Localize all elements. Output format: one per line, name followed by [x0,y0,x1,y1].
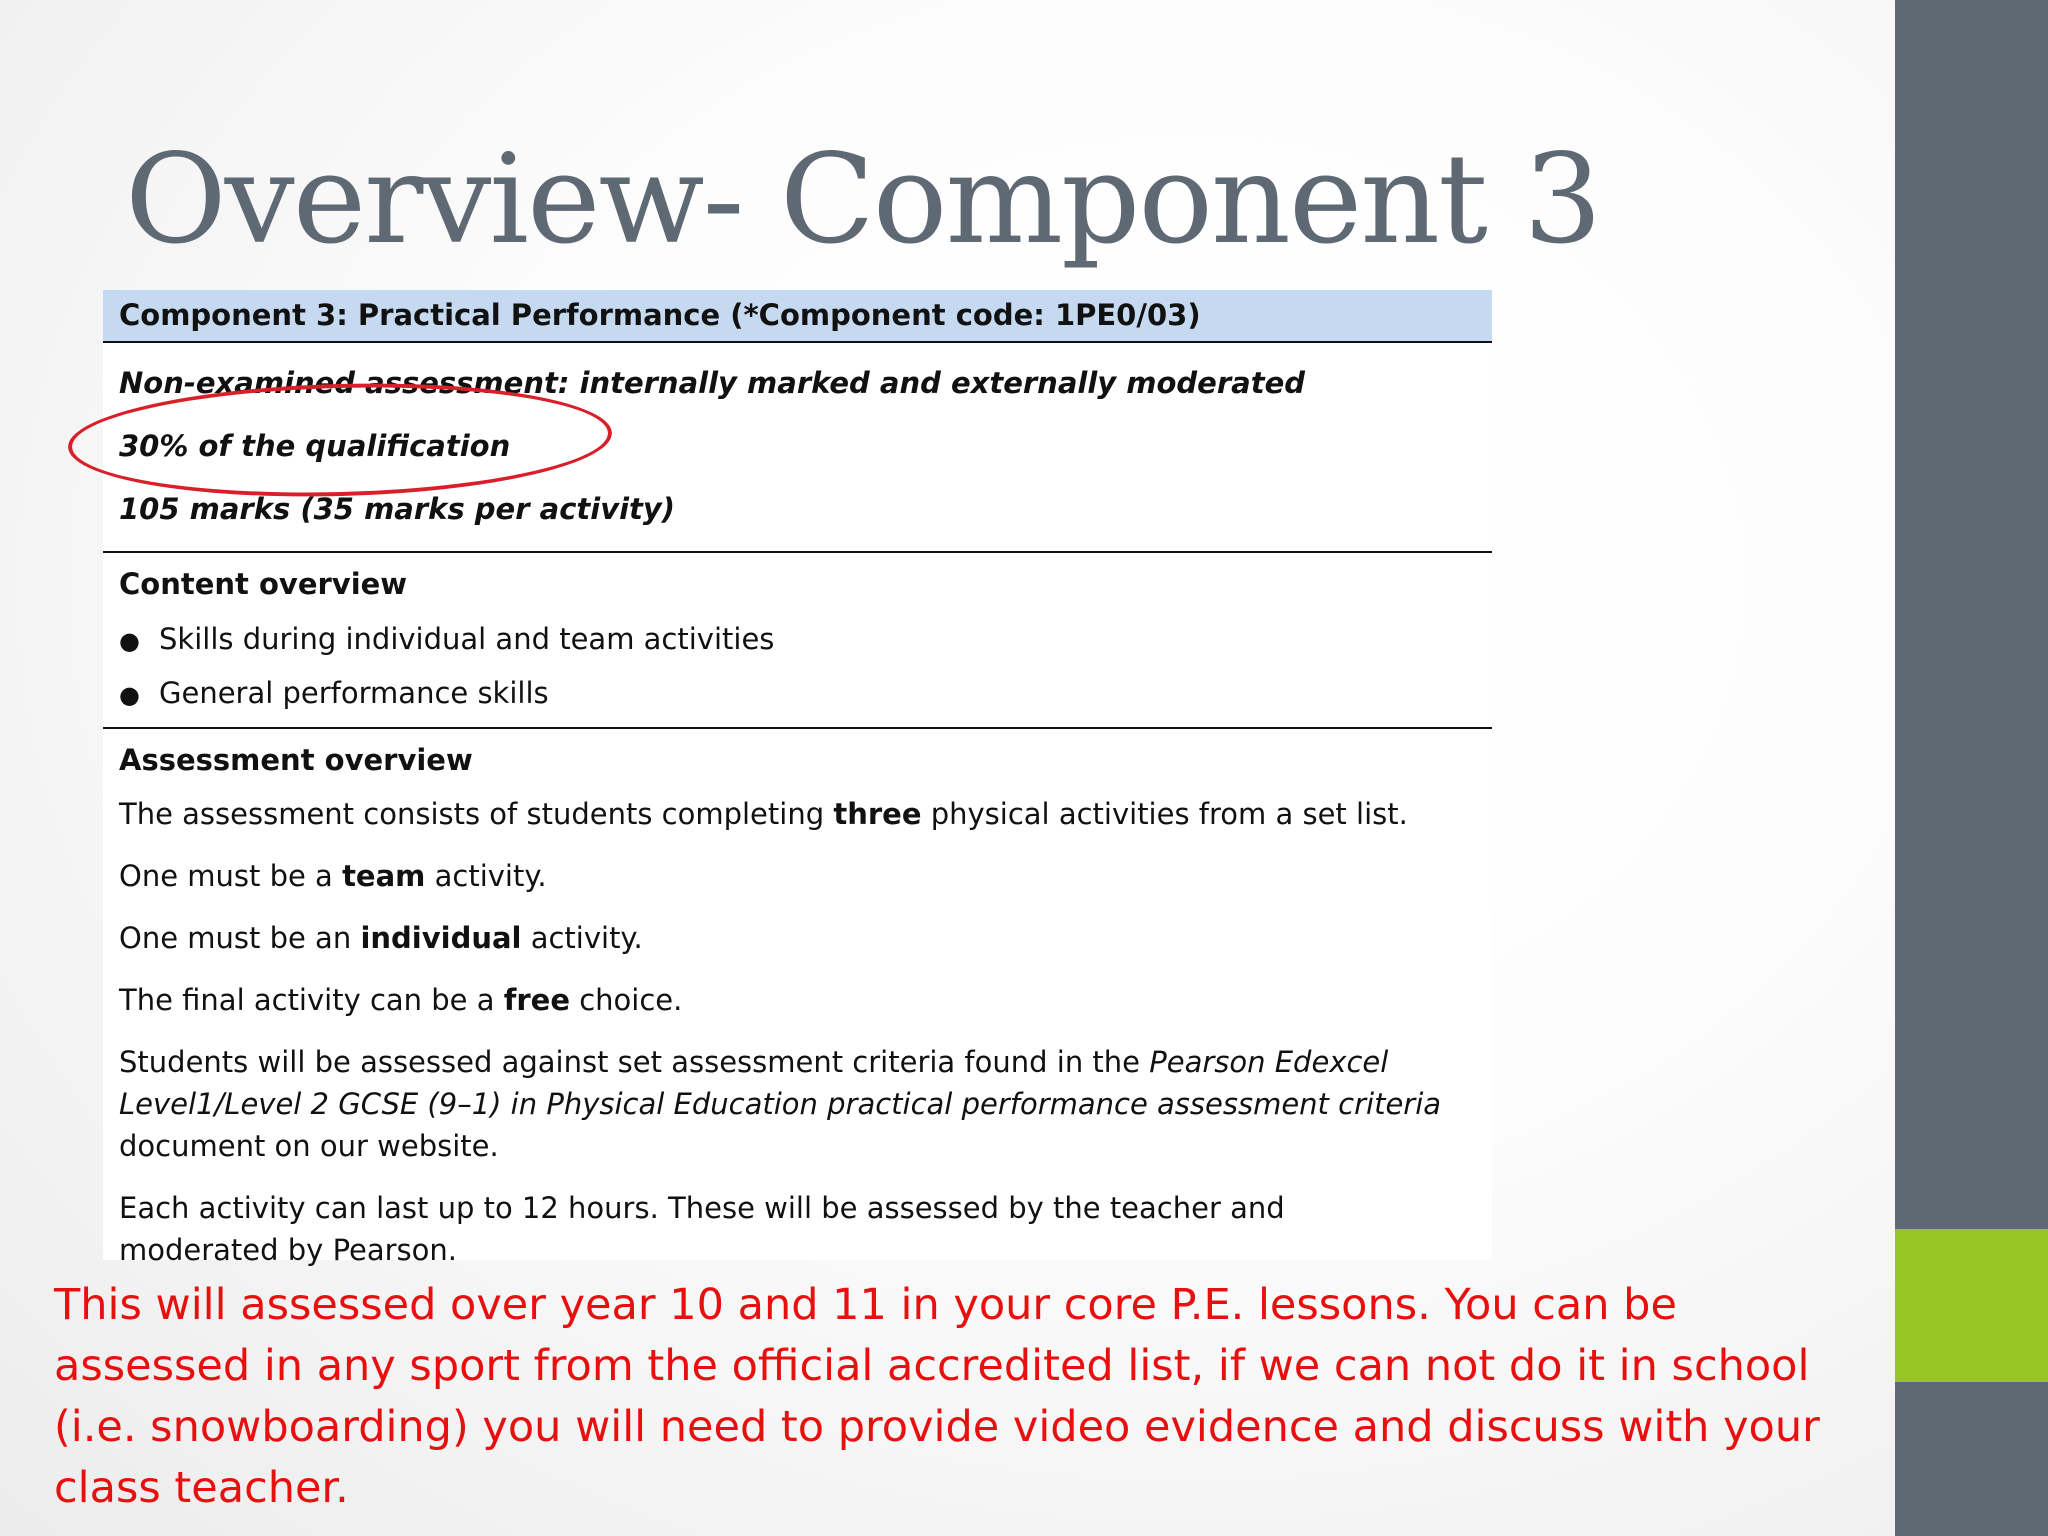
sidebar-accent-block [1895,1229,2048,1382]
meta-assessment-type: Non-examined assessment: internally marked and externally moderated [119,366,1305,400]
bullet-icon: ● [119,681,140,709]
assessment-paragraph-2: One must be a team activity. [119,859,547,893]
assessment-paragraph-6: Each activity can last up to 12 hours. These will be assessed by the teacher and moderated by Pearson. [119,1191,1285,1267]
assessment-paragraph-5: Students will be assessed against set assessment criteria found in the Pearson Edexcel Level1/Level 2 GCSE (9–1) in Physical Education practical performance assessment criteria document on our website. [119,1045,1442,1163]
content-overview-list [103,609,1492,721]
meta-qualification-weight: 30% of the qualification [119,429,511,463]
content-overview-section [103,553,1492,729]
assessment-paragraph-3: One must be an individual activity. [119,921,643,955]
meta-marks: 105 marks (35 marks per activity) [119,492,676,526]
document-header: Component 3: Practical Performance (*Component code: 1PE0/03) [103,290,1492,343]
list-item: ● General performance skills [119,667,1492,721]
teacher-note: This will assessed over year 10 and 11 in your core P.E. lessons. You can be assessed in any sport from the official accredited list, if we can not do it in school (i.e. snowboarding) you will need to provide video evidence and discuss with your class teacher. [54,1280,1820,1513]
assessment-paragraph-1: The assessment consists of students completing three physical activities from a set list. [119,797,1408,831]
assessment-paragraph-4: The final activity can be a free choice. [119,983,683,1017]
list-item: ● Skills during individual and team activities [119,613,1492,667]
content-overview-title: Content overview [119,567,408,601]
assessment-overview-section [103,729,1492,1271]
bullet-icon: ● [119,627,140,655]
slide-title: Overview- Component 3 [125,128,1601,272]
assessment-overview-title: Assessment overview [119,743,473,777]
